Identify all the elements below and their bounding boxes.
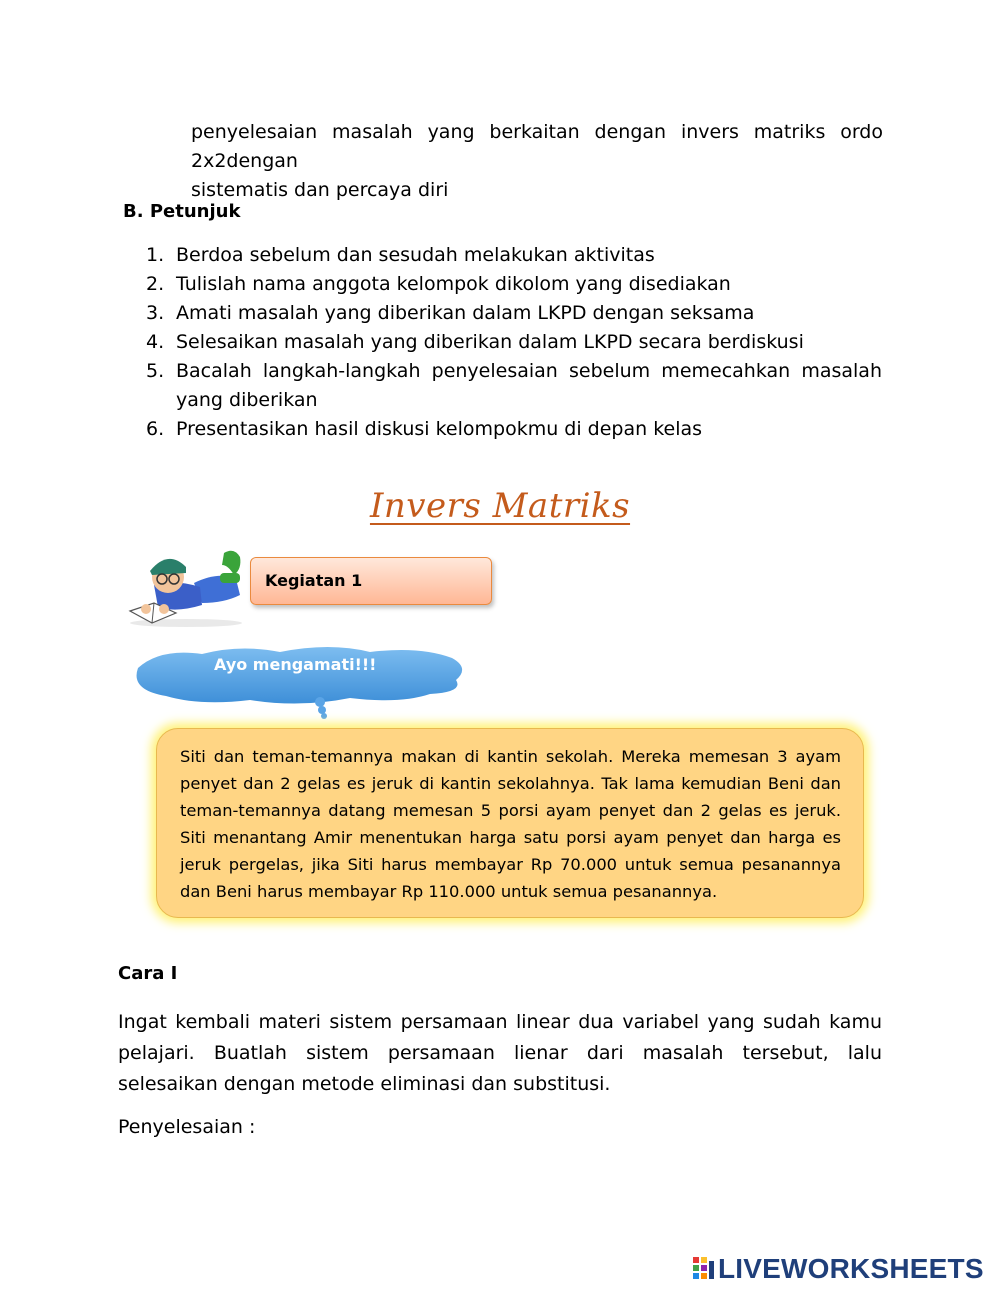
list-number: 5. <box>146 360 165 382</box>
intro-line-2: sistematis dan percaya diri <box>191 179 449 201</box>
cara-heading: Cara I <box>118 963 178 984</box>
story-box <box>156 728 864 918</box>
page-title: Invers Matriks <box>369 486 631 526</box>
story-text: Siti dan teman-temannya makan di kantin sekolah. Mereka memesan 3 ayam penyet dan 2 gelas es jeruk di kantin sekolahnya. Tak lama kemudian Beni dan teman-temannya datang memesan 5 porsi ayam penyet dan 2 gelas es jeruk. Siti menantang Amir menentukan harga satu porsi ayam penyet dan harga es jeruk pergelas, jika Siti harus membayar Rp 70.000 untuk semua pesanannya dan Beni harus membayar Rp 110.000 untuk semua pesanannya. <box>180 747 841 901</box>
list-number: 4. <box>146 331 165 353</box>
cara-paragraph: Ingat kembali materi sistem persamaan linear dua variabel yang sudah kamu pelajari. Buatlah sistem persamaan lienar dari masalah tersebut, lalu selesaikan dengan metode eliminasi dan substitusi. <box>118 1011 882 1095</box>
list-text: Tulislah nama anggota kelompok dikolom yang disediakan <box>176 273 731 295</box>
list-number: 2. <box>146 273 165 295</box>
list-text: Amati masalah yang diberikan dalam LKPD dengan seksama <box>176 302 755 324</box>
list-item <box>146 357 882 415</box>
list-item <box>146 241 882 270</box>
list-item <box>146 328 882 357</box>
title-container <box>0 486 1000 526</box>
liveworksheets-logo-icon <box>693 1257 715 1281</box>
liveworksheets-logo <box>693 1254 984 1284</box>
instruction-list <box>146 241 882 444</box>
logo-text: LIVEWORKSHEETS <box>718 1253 984 1284</box>
reading-kid-illustration <box>124 543 244 629</box>
section-b-heading: B. Petunjuk <box>123 201 241 222</box>
list-item <box>146 415 882 444</box>
list-item <box>146 270 882 299</box>
cloud-label: Ayo mengamati!!! <box>214 655 377 674</box>
intro-paragraph <box>191 118 883 205</box>
solution-label: Penyelesaian : <box>118 1116 256 1138</box>
thought-cloud-shape <box>130 640 470 720</box>
list-number: 1. <box>146 244 165 266</box>
list-text: Berdoa sebelum dan sesudah melakukan aktivitas <box>176 244 655 266</box>
list-number: 3. <box>146 302 165 324</box>
activity-label-box: Kegiatan 1 <box>250 557 492 605</box>
list-text: Presentasikan hasil diskusi kelompokmu di depan kelas <box>176 418 703 440</box>
list-text: Selesaikan masalah yang diberikan dalam LKPD secara berdiskusi <box>176 331 804 353</box>
list-number: 6. <box>146 418 165 440</box>
intro-line-1: penyelesaian masalah yang berkaitan dengan invers matriks ordo 2x2dengan <box>191 121 883 172</box>
list-text: Bacalah langkah-langkah penyelesaian sebelum memecahkan masalah yang diberikan <box>176 360 882 411</box>
list-item <box>146 299 882 328</box>
